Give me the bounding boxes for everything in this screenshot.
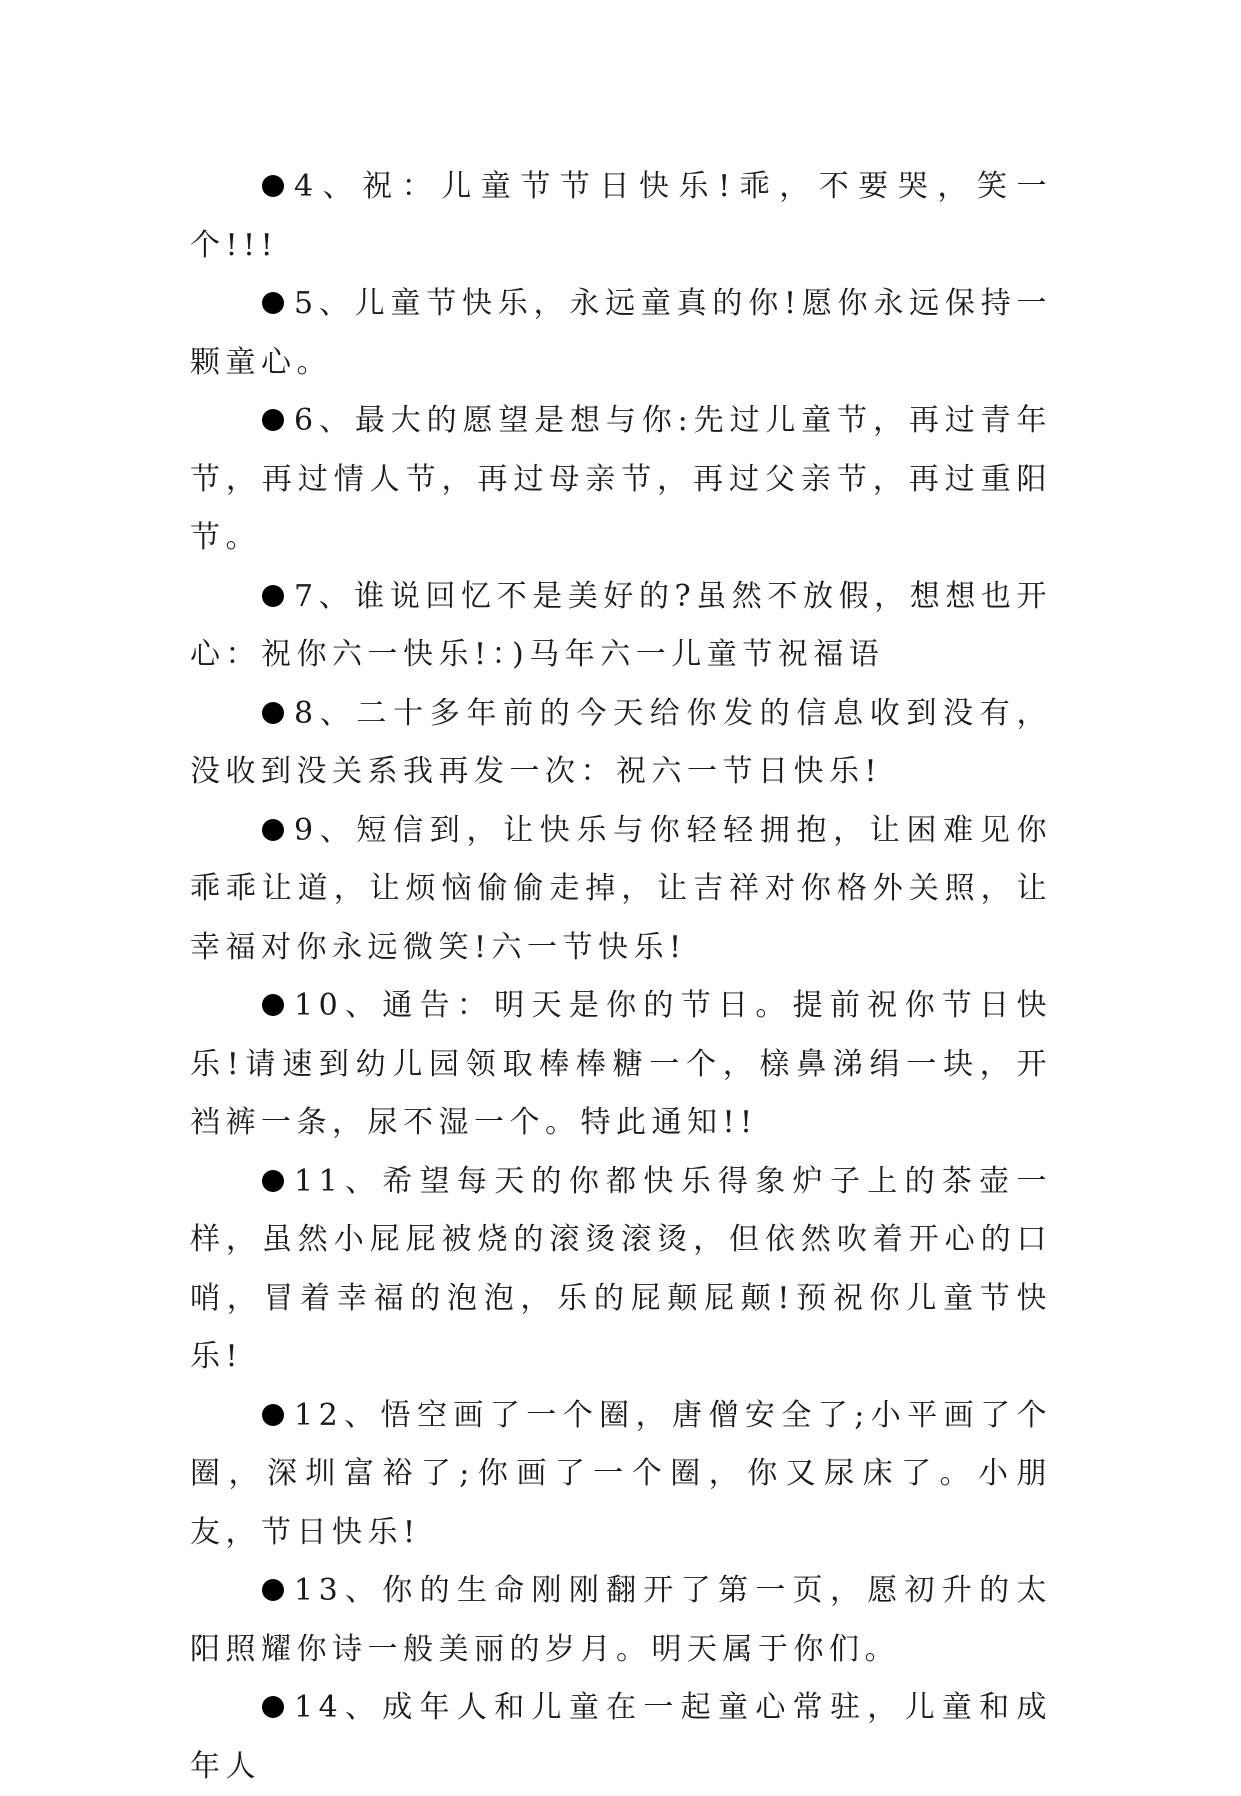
bullet-icon [262,409,284,431]
list-item-text: 9、短信到，让快乐与你轻轻拥抱，让困难见你乖乖让道，让烦恼偷偷走掉，让吉祥对你格外关照，让幸福对你永远微笑!六一节快乐! [190,812,1052,965]
bullet-icon [262,702,284,724]
bullet-icon [262,1579,284,1601]
bullet-icon [262,1404,284,1426]
list-item [190,1153,1052,1387]
list-item [190,158,1052,275]
bullet-icon [262,175,284,197]
list-item [190,568,1052,685]
bullet-icon [262,292,284,314]
document-page [190,158,1052,1796]
list-item-text: 12、悟空画了一个圈，唐僧安全了;小平画了个圈，深圳富裕了;你画了一个圈，你又尿床了。小朋友，节日快乐! [190,1397,1052,1550]
list-item-text: 4、祝：儿童节节日快乐!乖，不要哭，笑一个!!! [190,169,1052,263]
list-item [190,1679,1052,1796]
bullet-icon [262,1170,284,1192]
list-item [190,1562,1052,1679]
list-item-text: 5、儿童节快乐，永远童真的你!愿你永远保持一颗童心。 [190,286,1052,380]
list-item [190,1387,1052,1563]
list-item-text: 7、谁说回忆不是美好的?虽然不放假，想想也开心：祝你六一快乐!：)马年六一儿童节祝福语 [190,578,1052,672]
list-item [190,802,1052,978]
list-item-text: 6、最大的愿望是想与你:先过儿童节，再过青年节，再过情人节，再过母亲节，再过父亲节，再过重阳节。 [190,403,1052,555]
list-item-text: 14、成年人和儿童在一起童心常驻，儿童和成年人 [190,1690,1052,1784]
list-item-text: 8、二十多年前的今天给你发的信息收到没有，没收到没关系我再发一次：祝六一节日快乐! [190,695,1052,789]
list-item-text: 11、希望每天的你都快乐得象炉子上的茶壶一样，虽然小屁屁被烧的滚烫滚烫，但依然吹着开心的口哨，冒着幸福的泡泡，乐的屁颠屁颠!预祝你儿童节快乐! [190,1163,1052,1374]
bullet-icon [262,819,284,841]
list-item-text: 13、你的生命刚刚翻开了第一页，愿初升的太阳照耀你诗一般美丽的岁月。明天属于你们。 [190,1573,1052,1667]
list-item [190,392,1052,568]
list-item [190,977,1052,1153]
list-item [190,685,1052,802]
bullet-icon [262,994,284,1016]
bullet-icon [262,585,284,607]
list-item [190,275,1052,392]
list-item-text: 10、通告：明天是你的节日。提前祝你节日快乐!请速到幼儿园领取棒棒糖一个，榇鼻涕绢一块，开裆裤一条，尿不湿一个。特此通知!! [190,988,1052,1140]
bullet-icon [262,1696,284,1718]
